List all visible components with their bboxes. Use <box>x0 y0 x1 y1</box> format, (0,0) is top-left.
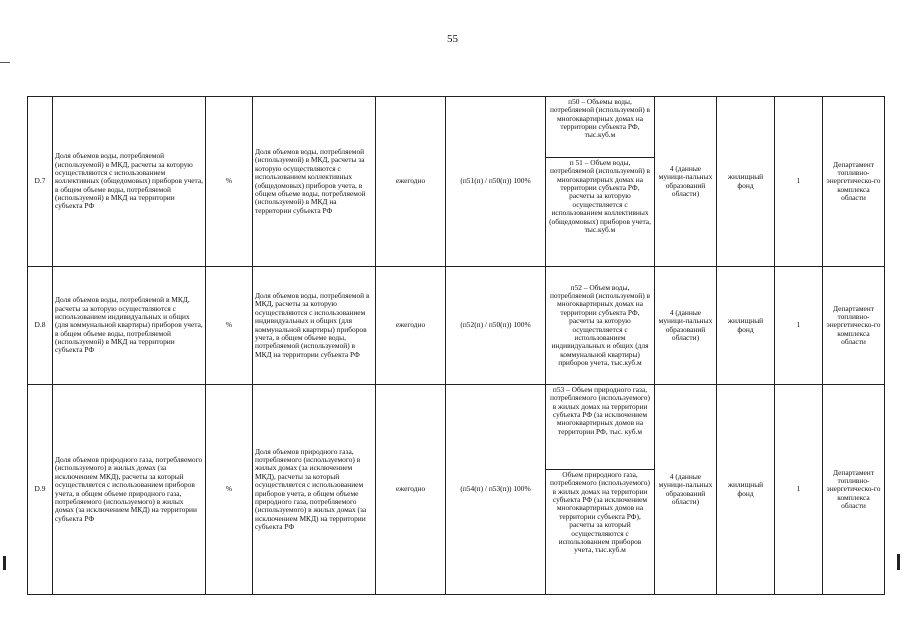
unit-cell: % <box>206 97 253 267</box>
definition-cell: Доля объемов воды, потребляемой в МКД, расчеты за которую осуществляются с использованием индивидуальных и общих (для коммунальной квартиры) приборов учета, в общем объеме воды, потребляемой (используемой) в МКД на территории субъекта РФ <box>253 267 376 385</box>
row-code: D.8 <box>28 267 53 385</box>
count-cell: 1 <box>775 97 823 267</box>
count-cell: 1 <box>775 385 823 595</box>
page-number: 55 <box>447 33 458 45</box>
sphere-cell: жилищный фонд <box>717 97 775 267</box>
table-row <box>28 97 885 267</box>
parameter-text: п53 – Объем природного газа, потребляемого (используемого) в жилых домах на территории субъекта РФ (за исключением многоквартирных домов на территории РФ, тыс. куб.м <box>550 385 650 436</box>
periodicity-cell: ежегодно <box>376 267 446 385</box>
unit-cell: % <box>206 385 253 595</box>
parameters-cell <box>546 97 655 267</box>
definition-cell: Доля объемов природного газа, потребляемого (используемого) в жилых домах (за исключением МКД), расчеты за который осуществляется с использованием приборов учета, в общем объеме природного газа, потребляемого (используемого) в жилых домах (за исключением МКД) на территории субъекта РФ <box>253 385 376 595</box>
scan-mark-top <box>0 62 10 63</box>
responsible-cell: Департамент топливно-энергетическо-го комплекса области <box>823 385 885 595</box>
sphere-cell: жилищный фонд <box>717 267 775 385</box>
responsible-cell: Департамент топливно-энергетическо-го комплекса области <box>823 97 885 267</box>
table-row <box>28 267 885 385</box>
parameter-text: п50 – Объемы воды, потребляемой (используемой) в многоквартирных домах на территории субъекта РФ, тыс.куб.м <box>549 97 651 140</box>
responsible-cell: Департамент топливно-энергетическо-го комплекса области <box>823 267 885 385</box>
periodicity-cell: ежегодно <box>376 385 446 595</box>
parameters-cell <box>546 385 655 595</box>
indicators-table <box>27 96 885 595</box>
scan-mark-left <box>3 556 6 570</box>
periodicity-cell: ежегодно <box>376 97 446 267</box>
source-cell: 4 (данные муници-пальных образований области) <box>655 97 717 267</box>
sphere-cell: жилищный фонд <box>717 385 775 595</box>
formula-cell: (п51(п) / п50(п)) 100% <box>446 97 546 267</box>
formula-cell: (п52(п) / п50(п)) 100% <box>446 267 546 385</box>
parameter-text: Объем природного газа, потребляемого (используемого) в жилых домах на территории субъекта РФ (за исключением многоквартирных домов на территории субъекта РФ), расчеты за который осуществляются с использованием приборов учета, тыс.куб.м <box>546 469 654 594</box>
source-cell: 4 (данные муници-пальных образований области) <box>655 385 717 595</box>
parameter-text: п 51 – Объем воды, потребляемой (используемой) в многоквартирных домах на территории субъекта РФ, расчеты за которую осуществляется с использованием коллективных (общедомовых) приборов учета, тыс.куб.м <box>546 157 654 266</box>
definition-cell: Доля объемов воды, потребляемой (используемой) в МКД, расчеты за которую осуществляются с использованием коллективных (общедомовых) приборов учета, в общем объеме воды, потребляемой (используемой) в МКД на территории субъекта РФ <box>253 97 376 267</box>
indicator-name: Доля объемов воды, потребляемой в МКД, расчеты за которую осуществляются с использованием индивидуальных и общих (для коммунальной квартиры) приборов учета, в общем объеме воды, потребляемой (используемой) в МКД на территории субъекта РФ <box>53 267 206 385</box>
scan-mark-right <box>897 554 900 570</box>
indicator-name: Доля объемов природного газа, потребляемого (используемого) в жилых домах (за исключением МКД), расчеты за который осуществляется с использованием приборов учета, в общем объеме природного газа, потребляемого (используемого) в жилых домах (за исключением МКД) на территории субъекта РФ <box>53 385 206 595</box>
formula-cell: (п54(п) / п53(п)) 100% <box>446 385 546 595</box>
source-cell: 4 (данные муници-пальных образований области) <box>655 267 717 385</box>
row-code: D.7 <box>28 97 53 267</box>
row-code: D.9 <box>28 385 53 595</box>
table-row <box>28 385 885 595</box>
indicator-name: Доля объемов воды, потребляемой (используемой) в МКД, расчеты за которую осуществляются с использованием коллективных (общедомовых) приборов учета, в общем объеме воды, потребляемой (используемой) в МКД на территории субъекта РФ <box>53 97 206 267</box>
parameter-text: п52 – Объем воды, потребляемой (используемой) в многоквартирных домах на территории субъекта РФ, расчеты за которую осуществляется с использованием индивидуальных и общих (для коммунальной квартиры) приборов учета, тыс.куб.м <box>546 267 655 385</box>
unit-cell: % <box>206 267 253 385</box>
count-cell: 1 <box>775 267 823 385</box>
